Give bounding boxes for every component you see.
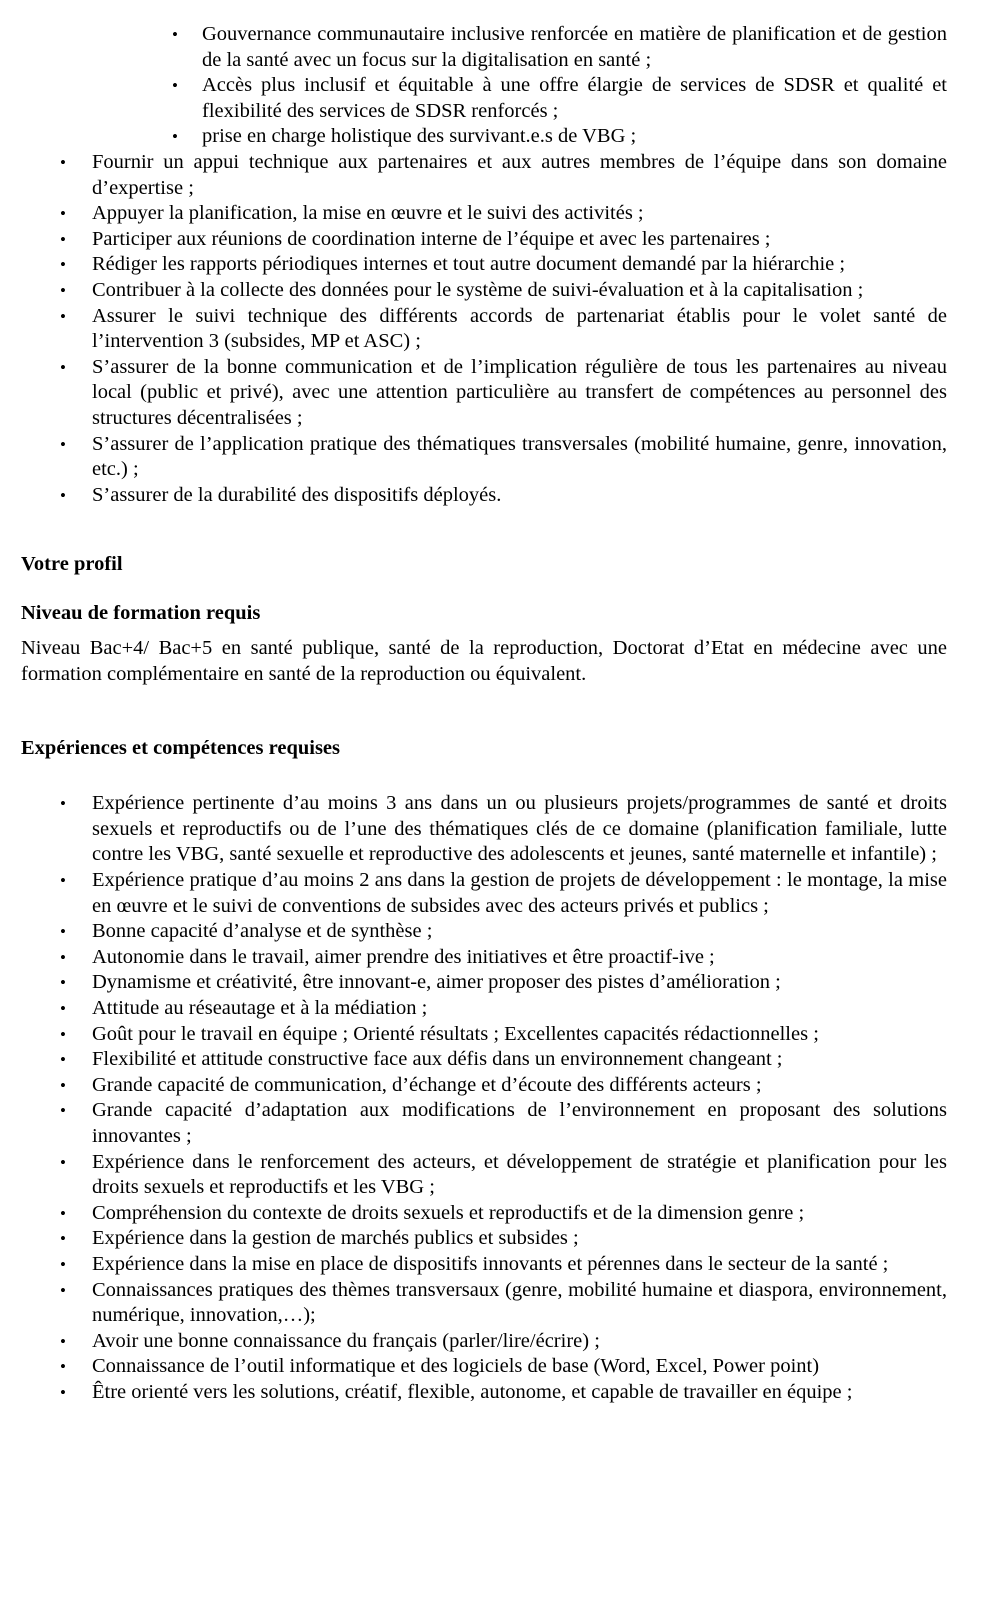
list-item: • Compréhension du contexte de droits sexuels et reproductifs et de la dimension genre ;: [21, 1201, 947, 1227]
list-item: • Bonne capacité d’analyse et de synthèse ;: [21, 919, 947, 945]
experiences-competences-list: [21, 791, 947, 1405]
list-item: • S’assurer de la bonne communication et de l’implication régulière de tous les partenaires au niveau local (public et privé), avec une attention particulière au transfert de compétences au personnel des structures décentralisées ;: [21, 355, 947, 432]
section-heading-experiences-competences: Expériences et compétences requises: [21, 736, 341, 759]
list-item: • Connaissances pratiques des thèmes transversaux (genre, mobilité humaine et diaspora, environnement, numérique, innovation,…);: [21, 1278, 947, 1329]
list-item: • Expérience pertinente d’au moins 3 ans dans un ou plusieurs projets/programmes de santé et droits sexuels et reproductifs ou de l’une des thématiques clés de ce domaine (planification familiale, lutte contre les VBG, santé sexuelle et reproductive des adolescents et jeunes, santé maternelle et infantile) ;: [21, 791, 947, 868]
list-item: • Goût pour le travail en équipe ; Orienté résultats ; Excellentes capacités rédactionnelles ;: [21, 1022, 947, 1048]
list-item: • Rédiger les rapports périodiques internes et tout autre document demandé par la hiérarchie ;: [21, 252, 947, 278]
list-item: • Grande capacité d’adaptation aux modifications de l’environnement en proposant des solutions innovantes ;: [21, 1098, 947, 1149]
list-item: • Flexibilité et attitude constructive face aux défis dans un environnement changeant ;: [21, 1047, 947, 1073]
section-heading-votre-profil: Votre profil: [21, 553, 123, 576]
list-item: • Accès plus inclusif et équitable à une offre élargie de services de SDSR et qualité et flexibilité des services de SDSR renforcés ;: [21, 73, 947, 124]
spacer: [21, 761, 947, 791]
list-item: • Attitude au réseautage et à la médiation ;: [21, 996, 947, 1022]
list-item: • Avoir une bonne connaissance du français (parler/lire/écrire) ;: [21, 1329, 947, 1355]
list-item: • Connaissance de l’outil informatique et des logiciels de base (Word, Excel, Power point): [21, 1354, 947, 1380]
niveau-formation-paragraph: Niveau Bac+4/ Bac+5 en santé publique, santé de la reproduction, Doctorat d’Etat en médecine avec une formation complémentaire en santé de la reproduction ou équivalent.: [21, 637, 947, 686]
responsibilities-sub-list: [21, 22, 947, 150]
list-item: • Fournir un appui technique aux partenaires et aux autres membres de l’équipe dans son domaine d’expertise ;: [21, 150, 947, 201]
list-item: • Autonomie dans le travail, aimer prendre des initiatives et être proactif-ive ;: [21, 945, 947, 971]
list-item: • Expérience pratique d’au moins 2 ans dans la gestion de projets de développement : le montage, la mise en œuvre et le suivi de conventions de subsides avec des acteurs privés et publics ;: [21, 868, 947, 919]
responsibilities-main-list: [21, 150, 947, 508]
section-heading-niveau-formation: Niveau de formation requis: [21, 601, 261, 624]
list-item: • Gouvernance communautaire inclusive renforcée en matière de planification et de gestion de la santé avec un focus sur la digitalisation en santé ;: [21, 22, 947, 73]
list-item: • Grande capacité de communication, d’échange et d’écoute des différents acteurs ;: [21, 1073, 947, 1099]
list-item: • Expérience dans la gestion de marchés publics et subsides ;: [21, 1226, 947, 1252]
list-item: • Être orienté vers les solutions, créatif, flexible, autonome, et capable de travailler en équipe ;: [21, 1380, 947, 1406]
list-item: • prise en charge holistique des survivant.e.s de VBG ;: [21, 124, 947, 150]
list-item: • S’assurer de l’application pratique des thématiques transversales (mobilité humaine, genre, innovation, etc.) ;: [21, 432, 947, 483]
list-item: • Expérience dans la mise en place de dispositifs innovants et pérennes dans le secteur de la santé ;: [21, 1252, 947, 1278]
list-item: • Contribuer à la collecte des données pour le système de suivi-évaluation et à la capitalisation ;: [21, 278, 947, 304]
document-body: [21, 22, 947, 1406]
list-item: • Appuyer la planification, la mise en œuvre et le suivi des activités ;: [21, 201, 947, 227]
list-item: • Assurer le suivi technique des différents accords de partenariat établis pour le volet santé de l’intervention 3 (subsides, MP et ASC) ;: [21, 304, 947, 355]
list-item: • S’assurer de la durabilité des dispositifs déployés.: [21, 483, 947, 509]
list-item: • Dynamisme et créativité, être innovant-e, aimer proposer des pistes d’amélioration ;: [21, 970, 947, 996]
list-item: • Participer aux réunions de coordination interne de l’équipe et avec les partenaires ;: [21, 227, 947, 253]
list-item: • Expérience dans le renforcement des acteurs, et développement de stratégie et planification pour les droits sexuels et reproductifs et les VBG ;: [21, 1150, 947, 1201]
